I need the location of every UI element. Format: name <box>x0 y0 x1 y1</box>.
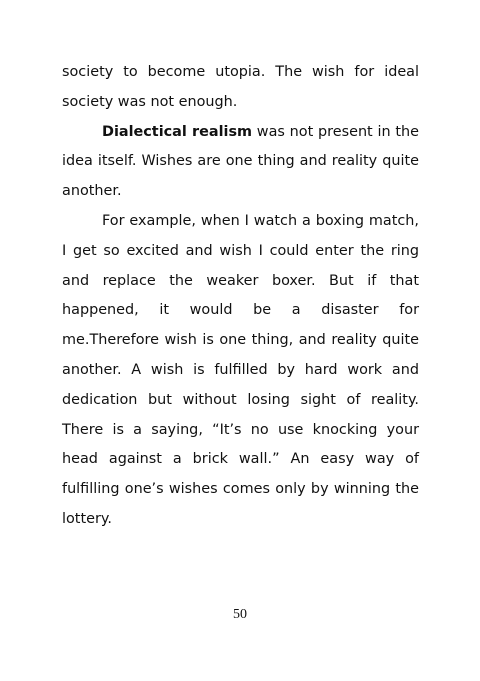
paragraph-dialectical-realism <box>62 118 419 207</box>
bold-term: Dialectical realism <box>102 123 253 140</box>
body-text <box>62 58 419 535</box>
page-number: 50 <box>233 607 247 622</box>
paragraph-continuation: society to become utopia. The wish for ideal society was not enough. <box>62 64 419 110</box>
paragraph-boxing-example: For example, when I watch a boxing match, I get so excited and wish I could enter the ring and replace the weaker boxer. But if that happened, it would be a disaster for me.Therefore wish is one thing, and reality quite another. A wish is fulfilled by hard work and dedication but without losing sight of reality. There is a saying, “It’s no use knocking your head against a brick wall.” An easy way of fulfilling one’s wishes comes only by winning the lottery. <box>62 212 419 527</box>
paragraph-text: was not present in the idea itself. Wishes are one thing and reality quite another. <box>62 123 419 200</box>
